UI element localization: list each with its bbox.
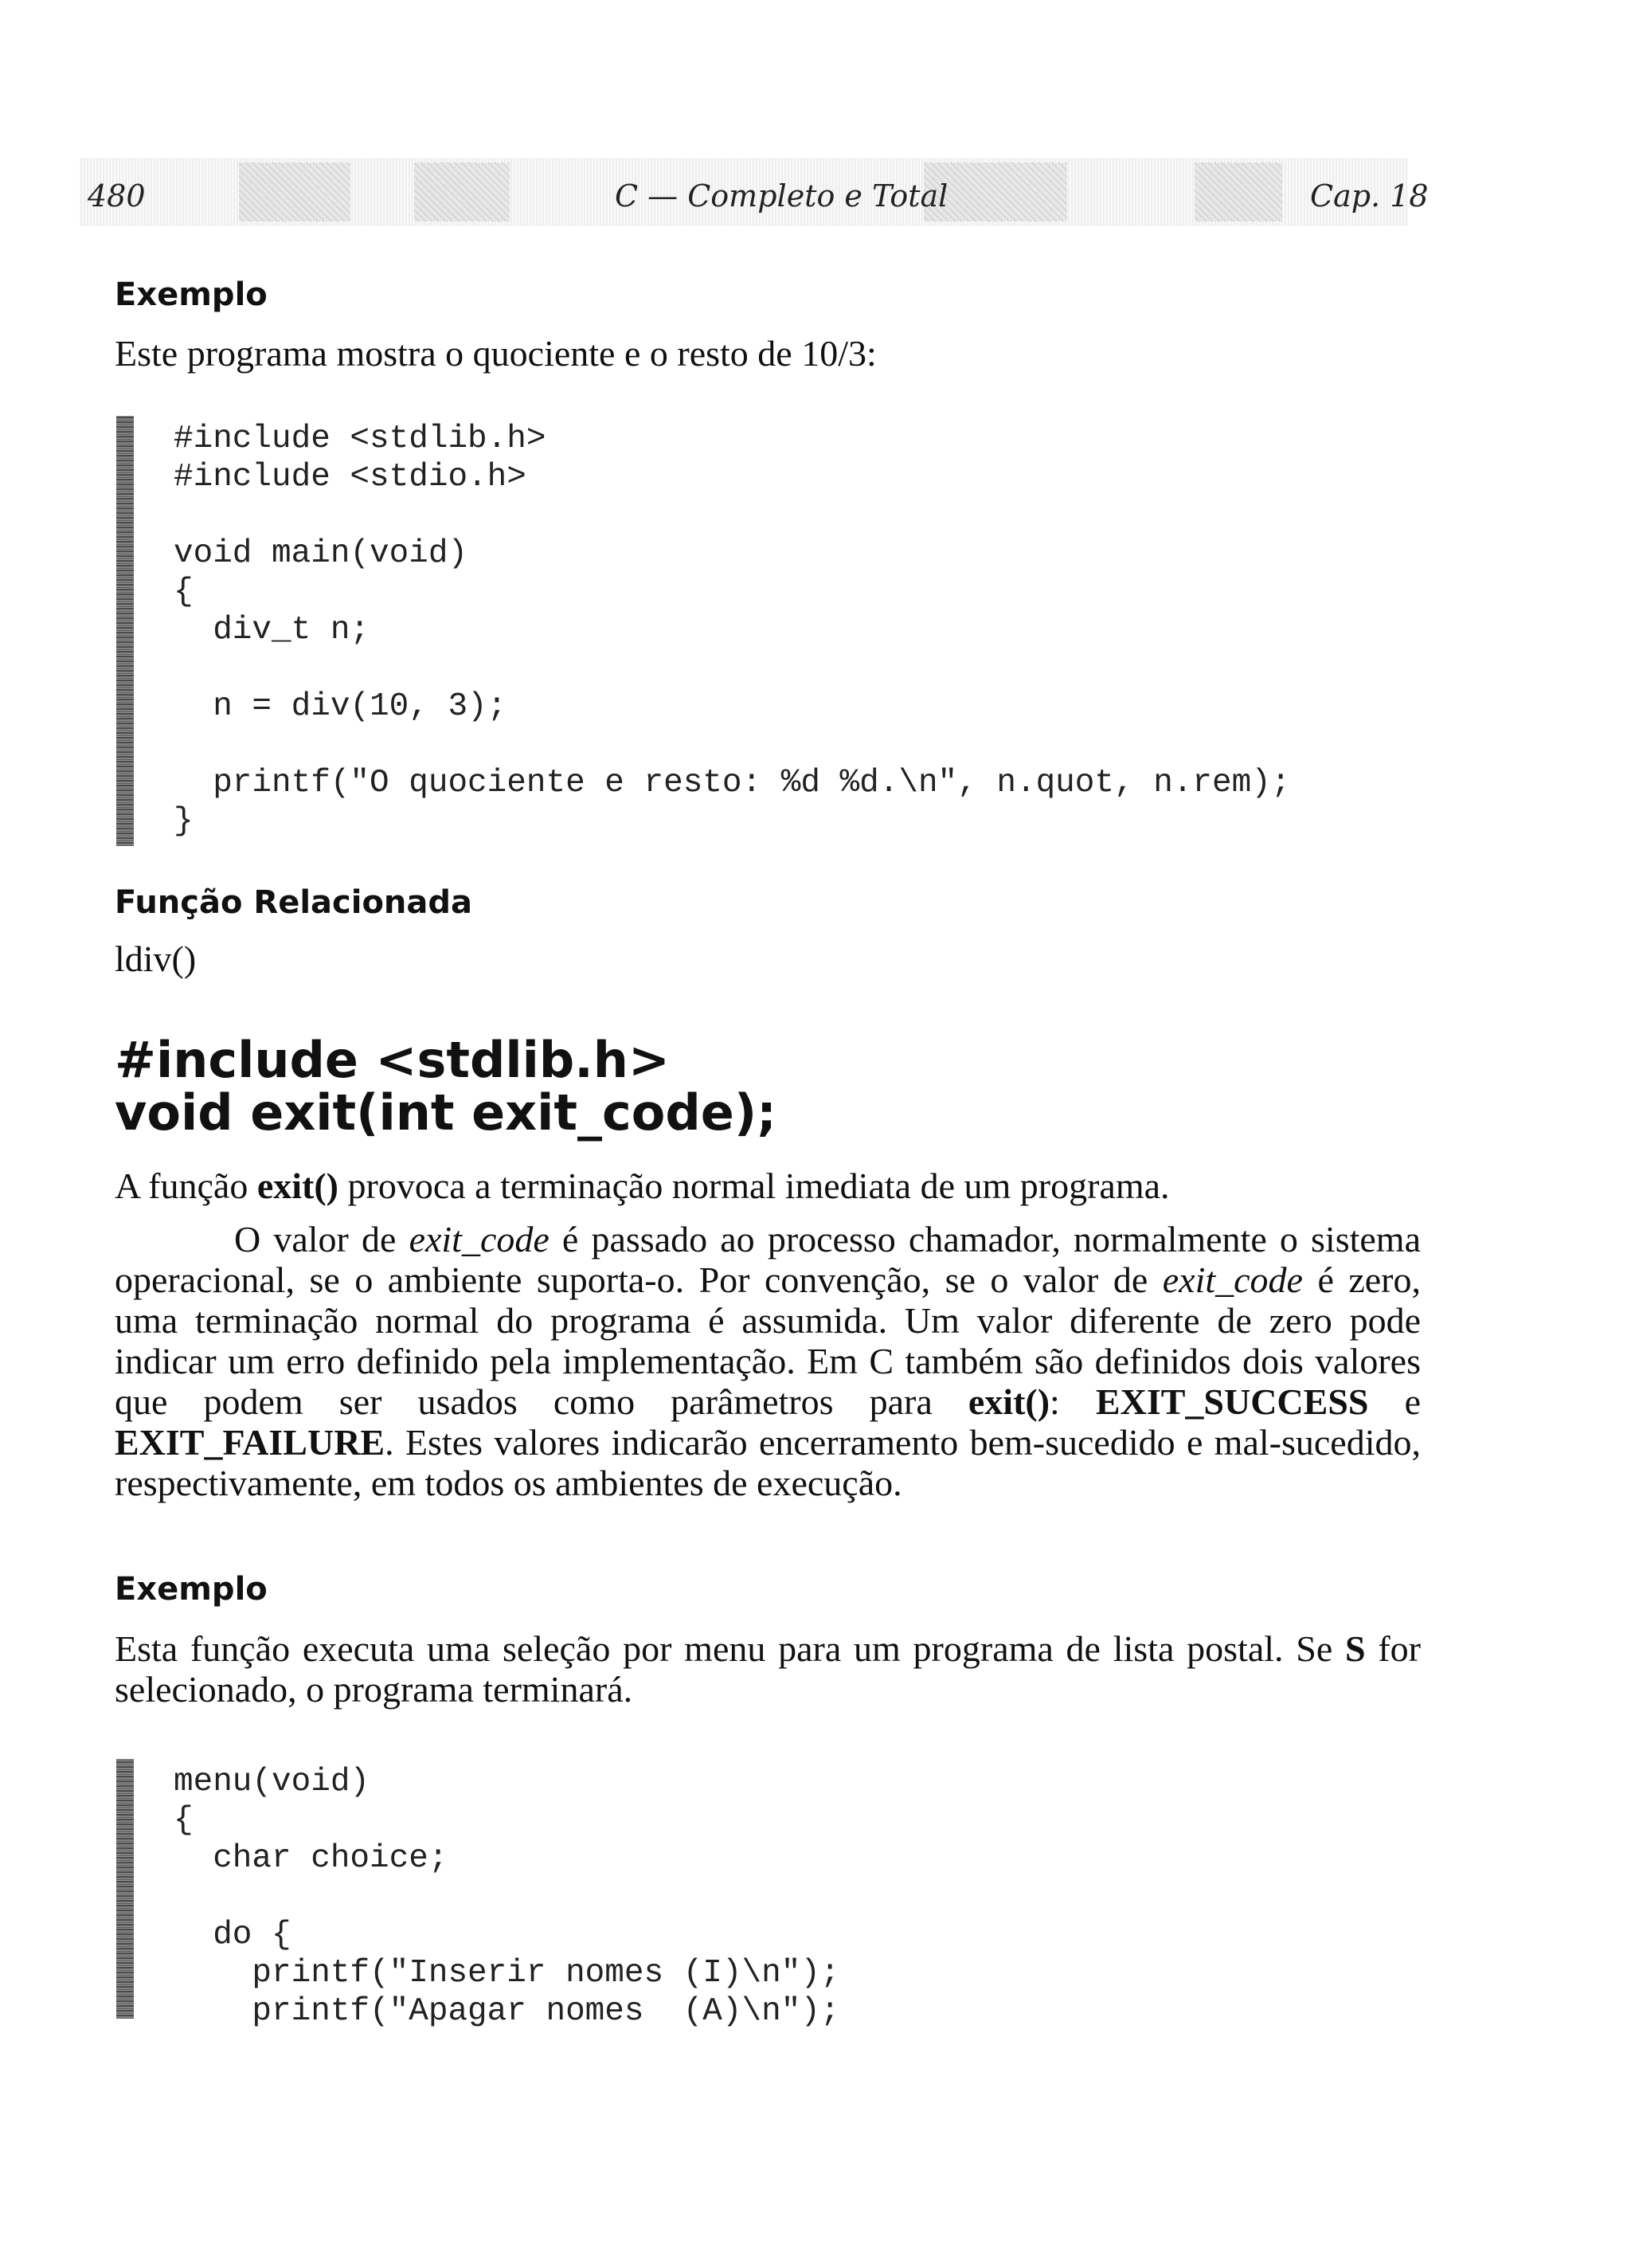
menu-key-bold: S	[1345, 1628, 1366, 1669]
function-name-bold: exit()	[968, 1381, 1050, 1422]
text-run: . Estes valores indicarão encerramento bem-sucedido e mal-sucedido, respectivamente, em todos os ambientes de execução.	[115, 1422, 1421, 1503]
text-run: é passado ao processo chamador, normalmente o sistema operacional, se o ambiente suporta-o. Por convenção, se o valor de	[115, 1219, 1421, 1300]
macro-name-bold: EXIT_SUCCESS	[1095, 1381, 1369, 1422]
related-function-name: ldiv()	[115, 938, 197, 979]
book-title: C — Completo e Total	[615, 178, 948, 213]
function-prototype-heading: void exit(int exit_code);	[115, 1083, 776, 1142]
text-run: O valor de	[234, 1219, 409, 1259]
header-texture	[1195, 163, 1282, 221]
function-name-bold: exit()	[256, 1165, 338, 1206]
header-texture	[239, 163, 350, 221]
text-run: e	[1368, 1381, 1422, 1422]
text-run: provoca a terminação normal imediata de um programa.	[338, 1165, 1170, 1206]
page-number: 480	[88, 178, 146, 213]
parameter-name-italic: exit_code	[1162, 1259, 1303, 1300]
code-block-bar	[116, 416, 134, 846]
related-function-heading: Função Relacionada	[115, 884, 473, 921]
example-heading: Exemplo	[115, 1571, 268, 1608]
text-run: :	[1050, 1381, 1096, 1422]
macro-name-bold: EXIT_FAILURE	[115, 1422, 385, 1463]
example-intro: Este programa mostra o quociente e o resto de 10/3:	[115, 333, 877, 374]
text-run: Esta função executa uma seleção por menu para um programa de lista postal. Se	[115, 1628, 1346, 1669]
text-run: for selecionado, o programa terminará.	[115, 1628, 1421, 1710]
example-heading: Exemplo	[115, 276, 268, 313]
header-texture	[414, 163, 510, 221]
code-block-div-example: #include <stdlib.h> #include <stdio.h> void main(void) { div_t n; n = div(10, 3); printf("O quociente e resto: %d %d.\n", n.quot, n.rem); }	[174, 421, 1291, 840]
include-directive-heading: #include <stdlib.h>	[115, 1031, 670, 1089]
chapter-label: Cap. 18	[1310, 178, 1429, 213]
running-header	[80, 158, 1429, 226]
code-block-bar	[116, 1759, 134, 2019]
text-run: A função	[115, 1165, 257, 1206]
text-run: é zero, uma terminação normal do programa é assumida. Um valor diferente de zero pode indicar um erro definido pela implementação. Em C também são definidos dois valores que podem ser usados como parâmetros para	[115, 1259, 1422, 1422]
exit-description-first-line	[115, 1165, 1421, 1206]
exit-description-paragraph	[115, 1219, 1421, 1503]
example-intro	[115, 1628, 1421, 1710]
code-block-menu-example: menu(void) { char choice; do { printf("Inserir nomes (I)\n"); printf("Apagar nomes (A)\n");	[174, 1764, 840, 2030]
parameter-name-italic: exit_code	[409, 1219, 550, 1259]
